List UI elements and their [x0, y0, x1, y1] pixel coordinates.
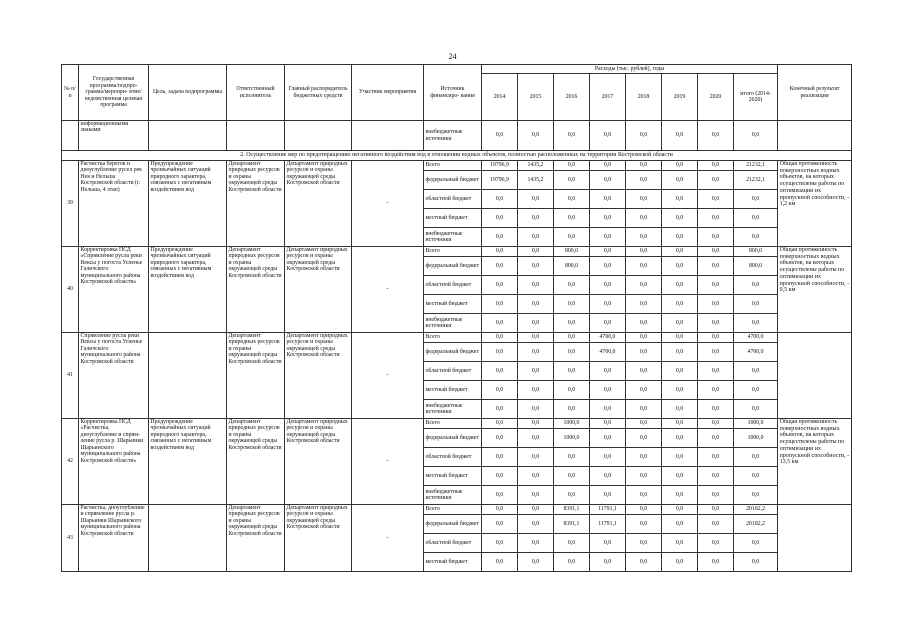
cell-participant: -	[352, 247, 424, 333]
cell-responsible: Департамент природных ресурсов и охраны окружающей среды Костромской области	[227, 505, 285, 572]
cell-value: 0,0	[482, 534, 518, 553]
cell-value: 0,0	[662, 448, 698, 467]
cell-source: местный бюджет	[424, 467, 482, 486]
cell-value: 0,0	[482, 343, 518, 362]
cell-value: 1000,0	[554, 419, 590, 429]
cell-value: 0,0	[518, 295, 554, 314]
cell-value: 0,0	[734, 362, 778, 381]
cell-value: 0,0	[482, 257, 518, 276]
header-year: 2017	[590, 74, 626, 121]
cell-value: 0,0	[626, 467, 662, 486]
cell-value: 0,0	[482, 247, 518, 257]
cell-value: 0,0	[482, 121, 518, 151]
cell-value: 0,0	[482, 467, 518, 486]
header-total: итого (2014-2020)	[734, 74, 778, 121]
cell-value: 8391,1	[554, 505, 590, 515]
cell-value: 20182,2	[734, 515, 778, 534]
header-expenses: Расходы (тыс. рублей), годы	[482, 65, 778, 74]
cell-value: 0,0	[590, 314, 626, 333]
cell-value: 0,0	[626, 121, 662, 151]
cell-value: 0,0	[554, 295, 590, 314]
cell-value: 0,0	[734, 276, 778, 295]
table-row	[62, 161, 852, 171]
cell-value: 0,0	[518, 257, 554, 276]
cell-result	[778, 121, 852, 151]
header-year: 2019	[662, 74, 698, 121]
cell-value: 0,0	[698, 429, 734, 448]
cell-value: 0,0	[590, 121, 626, 151]
cell-n: 43	[62, 505, 79, 572]
cell-value: 0,0	[734, 121, 778, 151]
cell-value: 0,0	[662, 228, 698, 247]
cell-value: 0,0	[518, 534, 554, 553]
cell-value: 0,0	[626, 505, 662, 515]
cell-value: 800,0	[734, 247, 778, 257]
cell-value: 0,0	[590, 190, 626, 209]
cell-value: 0,0	[662, 505, 698, 515]
cell-value: 0,0	[626, 276, 662, 295]
cell-value: 0,0	[554, 553, 590, 572]
cell-source: федеральный бюджет	[424, 515, 482, 534]
cell-source: федеральный бюджет	[424, 429, 482, 448]
cell-goal: Предупреждение чрезвычайных ситуаций природного характера, связанных с негативным воздействием вод	[149, 247, 227, 333]
cell-value: 0,0	[626, 419, 662, 429]
cell-value: 19796,9	[482, 171, 518, 190]
cell-value: 4700,0	[734, 343, 778, 362]
cell-source: местный бюджет	[424, 295, 482, 314]
cell-value: 0,0	[626, 362, 662, 381]
cell-value: 0,0	[482, 190, 518, 209]
cell-goal	[149, 505, 227, 572]
cell-value: 0,0	[554, 276, 590, 295]
cell-value: 0,0	[554, 448, 590, 467]
program-table	[61, 64, 852, 572]
cell-value: 800,0	[554, 257, 590, 276]
header-year: 2015	[518, 74, 554, 121]
cell-value: 0,0	[662, 515, 698, 534]
cell-goal: Предупреждение чрезвычайных ситуаций природного характера, связанных с негативным воздействием вод	[149, 419, 227, 505]
cell-value: 0,0	[590, 448, 626, 467]
header-year: 2018	[626, 74, 662, 121]
cell-value: 0,0	[626, 534, 662, 553]
header-result: Конечный результат реализации	[778, 65, 852, 121]
table-row	[62, 333, 852, 343]
cell-value: 0,0	[518, 400, 554, 419]
cell-value: 0,0	[734, 553, 778, 572]
cell-value: 0,0	[662, 429, 698, 448]
cell-value: 0,0	[626, 171, 662, 190]
header-year: 2016	[554, 74, 590, 121]
cell-value: 0,0	[626, 553, 662, 572]
cell-value: 0,0	[698, 121, 734, 151]
cell-value: 0,0	[554, 362, 590, 381]
cell-source: областной бюджет	[424, 190, 482, 209]
cell-value: 0,0	[734, 486, 778, 505]
cell-value: 4700,0	[734, 333, 778, 343]
cell-value: 0,0	[662, 343, 698, 362]
cell-main-manager	[285, 121, 352, 151]
cell-source: областной бюджет	[424, 534, 482, 553]
cell-value: 0,0	[590, 467, 626, 486]
cell-source: областной бюджет	[424, 362, 482, 381]
cell-value: 0,0	[698, 333, 734, 343]
cell-value: 0,0	[518, 553, 554, 572]
cell-value: 0,0	[662, 333, 698, 343]
cell-program: Корректировка ПСД «Спрямление русла реки Вексы у погоста Успенье Галичского муниципального района Костромской области»	[79, 247, 149, 333]
cell-value: 0,0	[698, 247, 734, 257]
cell-value: 0,0	[518, 505, 554, 515]
cell-value: 0,0	[590, 209, 626, 228]
cell-source: местный бюджет	[424, 209, 482, 228]
cell-value: 0,0	[698, 448, 734, 467]
cell-program: Расчистка берегов и дноуглубление русел рек Нея и Нельша Костромской области (г. Нельша, 4 этап)	[79, 161, 149, 247]
cell-source: Всего	[424, 247, 482, 257]
cell-main-manager: Департамент природных ресурсов и охраны окружающей среды Костромской области	[285, 419, 352, 505]
cell-value: 0,0	[482, 295, 518, 314]
cell-value: 0,0	[662, 400, 698, 419]
cell-value: 0,0	[734, 295, 778, 314]
cell-value: 0,0	[554, 121, 590, 151]
cell-value: 0,0	[734, 381, 778, 400]
cell-program: Корректировка ПСД «Расчистка, дноуглубление и спрям- ление русла р. Шарьинки Шарьинского муниципального района Костромской области»	[79, 419, 149, 505]
table-row	[62, 419, 852, 429]
cell-value: 0,0	[590, 276, 626, 295]
cell-goal: Предупреждение чрезвычайных ситуаций природного характера, связанных с негативным воздействием вод	[149, 161, 227, 247]
cell-value: 0,0	[698, 314, 734, 333]
cell-value: 0,0	[734, 534, 778, 553]
cell-value: 0,0	[518, 190, 554, 209]
cell-value: 0,0	[482, 228, 518, 247]
cell-responsible: Департамент природных ресурсов и охраны окружающей среды Костромской области	[227, 161, 285, 247]
cell-value: 0,0	[482, 553, 518, 572]
cell-value: 800,0	[734, 257, 778, 276]
cell-value: 0,0	[518, 343, 554, 362]
cell-value: 4700,0	[590, 333, 626, 343]
cell-value: 0,0	[734, 314, 778, 333]
cell-result: Общая протяженность поверхностных водных объектов, на которых осуществлены работы по оптимизации их пропускной способности, - 0,5 км	[778, 247, 852, 333]
header-year: 2020	[698, 74, 734, 121]
cell-value: 0,0	[662, 121, 698, 151]
cell-value: 0,0	[626, 247, 662, 257]
cell-participant: -	[352, 419, 424, 505]
cell-value: 0,0	[554, 228, 590, 247]
cell-value: 0,0	[590, 486, 626, 505]
cell-value: 0,0	[518, 515, 554, 534]
cell-value: 21232,1	[734, 171, 778, 190]
cell-value: 20182,2	[734, 505, 778, 515]
cell-participant	[352, 121, 424, 151]
cell-value: 0,0	[662, 381, 698, 400]
cell-value: 0,0	[482, 419, 518, 429]
cell-participant: -	[352, 505, 424, 572]
cell-main-manager: Департамент природных ресурсов и охраны окружающей среды Костромской области	[285, 333, 352, 419]
cell-value: 0,0	[590, 419, 626, 429]
cell-responsible	[227, 121, 285, 151]
cell-source: местный бюджет	[424, 381, 482, 400]
cell-value: 0,0	[626, 343, 662, 362]
cell-source: внебюджетные источники	[424, 486, 482, 505]
header-program: Государственная программа/подпро- грамма/меропри- ятие/ведомственная целевая программа	[79, 65, 149, 121]
cell-value: 0,0	[698, 362, 734, 381]
cell-value: 0,0	[518, 121, 554, 151]
cell-value: 0,0	[518, 276, 554, 295]
cell-value: 0,0	[698, 257, 734, 276]
cell-value: 0,0	[482, 505, 518, 515]
cell-value: 21232,1	[734, 161, 778, 171]
cell-value: 0,0	[590, 228, 626, 247]
cell-value: 0,0	[734, 448, 778, 467]
cell-value: 0,0	[518, 209, 554, 228]
cell-n: 42	[62, 419, 79, 505]
cell-value: 0,0	[626, 257, 662, 276]
cell-program: информационными знаками	[79, 121, 149, 151]
cell-value: 0,0	[626, 333, 662, 343]
cell-value: 0,0	[590, 429, 626, 448]
cell-value: 0,0	[626, 400, 662, 419]
cell-value: 0,0	[662, 362, 698, 381]
cell-goal	[149, 121, 227, 151]
cell-value: 0,0	[626, 295, 662, 314]
cell-result	[778, 505, 852, 572]
cell-value: 0,0	[482, 314, 518, 333]
cell-value: 0,0	[698, 534, 734, 553]
cell-n: 40	[62, 247, 79, 333]
cell-value: 0,0	[662, 295, 698, 314]
cell-participant: -	[352, 161, 424, 247]
cell-value: 0,0	[662, 486, 698, 505]
cell-source: Всего	[424, 419, 482, 429]
cell-result	[778, 333, 852, 419]
cell-value: 0,0	[662, 419, 698, 429]
cell-value: 0,0	[518, 467, 554, 486]
cell-n	[62, 121, 79, 151]
cell-value: 0,0	[590, 553, 626, 572]
cell-value: 0,0	[590, 247, 626, 257]
cell-value: 0,0	[482, 276, 518, 295]
cell-value: 0,0	[626, 190, 662, 209]
cell-value: 0,0	[518, 314, 554, 333]
cell-value: 0,0	[482, 362, 518, 381]
cell-value: 0,0	[698, 276, 734, 295]
cell-value: 0,0	[626, 228, 662, 247]
cell-value: 0,0	[734, 228, 778, 247]
cell-value: 0,0	[554, 400, 590, 419]
cell-value: 0,0	[518, 228, 554, 247]
cell-value: 0,0	[662, 314, 698, 333]
table-row	[62, 505, 852, 515]
cell-value: 0,0	[590, 362, 626, 381]
cell-value: 0,0	[482, 400, 518, 419]
page-number: 24	[448, 52, 457, 61]
cell-value: 0,0	[698, 295, 734, 314]
cell-value: 19796,9	[482, 161, 518, 171]
cell-result: Общая протяженность поверхностных водных объектов, на которых осуществлены работы по оптимизации их пропускной способности, - 1,2 км	[778, 161, 852, 247]
cell-value: 0,0	[554, 333, 590, 343]
cell-program: Расчистка, дноуглубление и спрямление русла р. Шарьинки Шарьинского муниципального района Костромской области	[79, 505, 149, 572]
cell-value: 0,0	[698, 486, 734, 505]
table-body	[62, 121, 852, 572]
cell-value: 0,0	[518, 362, 554, 381]
cell-value: 0,0	[554, 190, 590, 209]
cell-source: областной бюджет	[424, 448, 482, 467]
cell-value: 0,0	[698, 400, 734, 419]
cell-value: 0,0	[554, 343, 590, 362]
cell-value: 0,0	[734, 467, 778, 486]
cell-main-manager: Департамент природных ресурсов и охраны окружающей среды Костромской области	[285, 161, 352, 247]
cell-value: 4700,0	[590, 343, 626, 362]
cell-value: 0,0	[626, 486, 662, 505]
cell-source: Всего	[424, 505, 482, 515]
cell-value: 0,0	[734, 400, 778, 419]
cell-value: 0,0	[518, 333, 554, 343]
header-n: № п/п	[62, 65, 79, 121]
header-main-manager: Главный распорядитель бюджетных средств	[285, 65, 352, 121]
cell-value: 0,0	[554, 209, 590, 228]
cell-value: 1000,0	[734, 429, 778, 448]
cell-value: 0,0	[734, 209, 778, 228]
cell-source: Всего	[424, 333, 482, 343]
cell-value: 0,0	[662, 553, 698, 572]
cell-source: федеральный бюджет	[424, 343, 482, 362]
cell-value: 0,0	[698, 467, 734, 486]
cell-value: 0,0	[698, 505, 734, 515]
cell-value: 0,0	[482, 448, 518, 467]
cell-value: 0,0	[662, 276, 698, 295]
cell-source: Всего	[424, 161, 482, 171]
table-row	[62, 121, 852, 151]
cell-value: 0,0	[662, 161, 698, 171]
cell-value: 1000,0	[554, 429, 590, 448]
cell-value: 0,0	[518, 448, 554, 467]
cell-value: 0,0	[626, 209, 662, 228]
cell-result: Общая протяженность поверхностных водных объектов, на которых осуществлены работы по оптимизации их пропускной способности, - 13,5 км	[778, 419, 852, 505]
section-row	[62, 151, 852, 161]
cell-value: 0,0	[554, 171, 590, 190]
cell-value: 0,0	[518, 429, 554, 448]
cell-value: 0,0	[590, 400, 626, 419]
cell-n: 41	[62, 333, 79, 419]
cell-goal	[149, 333, 227, 419]
cell-value: 0,0	[590, 171, 626, 190]
cell-n: 39	[62, 161, 79, 247]
cell-value: 0,0	[626, 448, 662, 467]
cell-value: 0,0	[590, 295, 626, 314]
cell-value: 0,0	[626, 161, 662, 171]
cell-value: 1435,2	[518, 171, 554, 190]
cell-program: Спрямление русла реки Вексы у погоста Успенье Галичского муниципального района Костромской области	[79, 333, 149, 419]
table-row	[62, 247, 852, 257]
cell-responsible: Департамент природных ресурсов и охраны окружающей среды Костромской области	[227, 419, 285, 505]
cell-responsible: Департамент природных ресурсов и охраны окружающей среды Костромской области	[227, 247, 285, 333]
cell-value: 0,0	[662, 247, 698, 257]
cell-value: 0,0	[482, 209, 518, 228]
cell-value: 0,0	[734, 190, 778, 209]
cell-value: 0,0	[482, 486, 518, 505]
cell-source: федеральный бюджет	[424, 257, 482, 276]
cell-value: 0,0	[662, 534, 698, 553]
cell-value: 0,0	[590, 534, 626, 553]
cell-value: 0,0	[554, 486, 590, 505]
cell-source: внебюджетные источники	[424, 400, 482, 419]
cell-value: 0,0	[698, 381, 734, 400]
cell-source: внебюджетные источники	[424, 314, 482, 333]
cell-value: 0,0	[698, 228, 734, 247]
cell-value: 0,0	[698, 343, 734, 362]
header-participant: Участник мероприятия	[352, 65, 424, 121]
header-source: Источник финансиро- вания	[424, 65, 482, 121]
cell-value: 0,0	[518, 381, 554, 400]
cell-value: 0,0	[698, 161, 734, 171]
cell-value: 11791,1	[590, 515, 626, 534]
cell-value: 0,0	[626, 515, 662, 534]
cell-value: 0,0	[626, 314, 662, 333]
cell-value: 0,0	[698, 171, 734, 190]
cell-value: 0,0	[590, 257, 626, 276]
header-goal: Цель, задача подпрограммы	[149, 65, 227, 121]
cell-value: 0,0	[482, 381, 518, 400]
header-responsible: Ответственный исполнитель	[227, 65, 285, 121]
cell-value: 1000,0	[734, 419, 778, 429]
cell-value: 0,0	[626, 429, 662, 448]
cell-value: 0,0	[554, 534, 590, 553]
cell-value: 11791,1	[590, 505, 626, 515]
cell-value: 0,0	[482, 429, 518, 448]
cell-value: 0,0	[590, 161, 626, 171]
cell-main-manager: Департамент природных ресурсов и охраны окружающей среды Костромской области	[285, 247, 352, 333]
cell-source: областной бюджет	[424, 276, 482, 295]
cell-source: внебюджетные источники	[424, 228, 482, 247]
cell-value: 0,0	[554, 161, 590, 171]
cell-participant: -	[352, 333, 424, 419]
cell-value: 0,0	[698, 553, 734, 572]
cell-value: 0,0	[518, 247, 554, 257]
cell-value: 800,0	[554, 247, 590, 257]
cell-value: 0,0	[554, 381, 590, 400]
cell-value: 0,0	[626, 381, 662, 400]
section-title: 2. Осуществление мер по предотвращению негативного воздействия вод в отношении водных объектов, полностью расположенных на территории Костромской области	[62, 151, 852, 161]
cell-value: 0,0	[518, 486, 554, 505]
cell-value: 8391,1	[554, 515, 590, 534]
cell-value: 0,0	[482, 333, 518, 343]
cell-main-manager: Департамент природных ресурсов и охраны окружающей среды Костромской области	[285, 505, 352, 572]
cell-value: 0,0	[662, 209, 698, 228]
cell-value: 0,0	[662, 467, 698, 486]
cell-value: 0,0	[518, 419, 554, 429]
cell-source: федеральный бюджет	[424, 171, 482, 190]
cell-responsible: Департамент природных ресурсов и охраны окружающей среды Костромской области	[227, 333, 285, 419]
cell-source: местный бюджет	[424, 553, 482, 572]
cell-value: 0,0	[590, 381, 626, 400]
cell-value: 0,0	[482, 515, 518, 534]
header-year: 2014	[482, 74, 518, 121]
cell-value: 1435,2	[518, 161, 554, 171]
cell-value: 0,0	[698, 190, 734, 209]
cell-value: 0,0	[662, 171, 698, 190]
cell-value: 0,0	[662, 257, 698, 276]
cell-value: 0,0	[698, 515, 734, 534]
cell-value: 0,0	[662, 190, 698, 209]
cell-value: 0,0	[698, 419, 734, 429]
cell-value: 0,0	[554, 467, 590, 486]
cell-value: 0,0	[554, 314, 590, 333]
cell-value: 0,0	[698, 209, 734, 228]
cell-source: внебюджетные источники	[424, 121, 482, 151]
